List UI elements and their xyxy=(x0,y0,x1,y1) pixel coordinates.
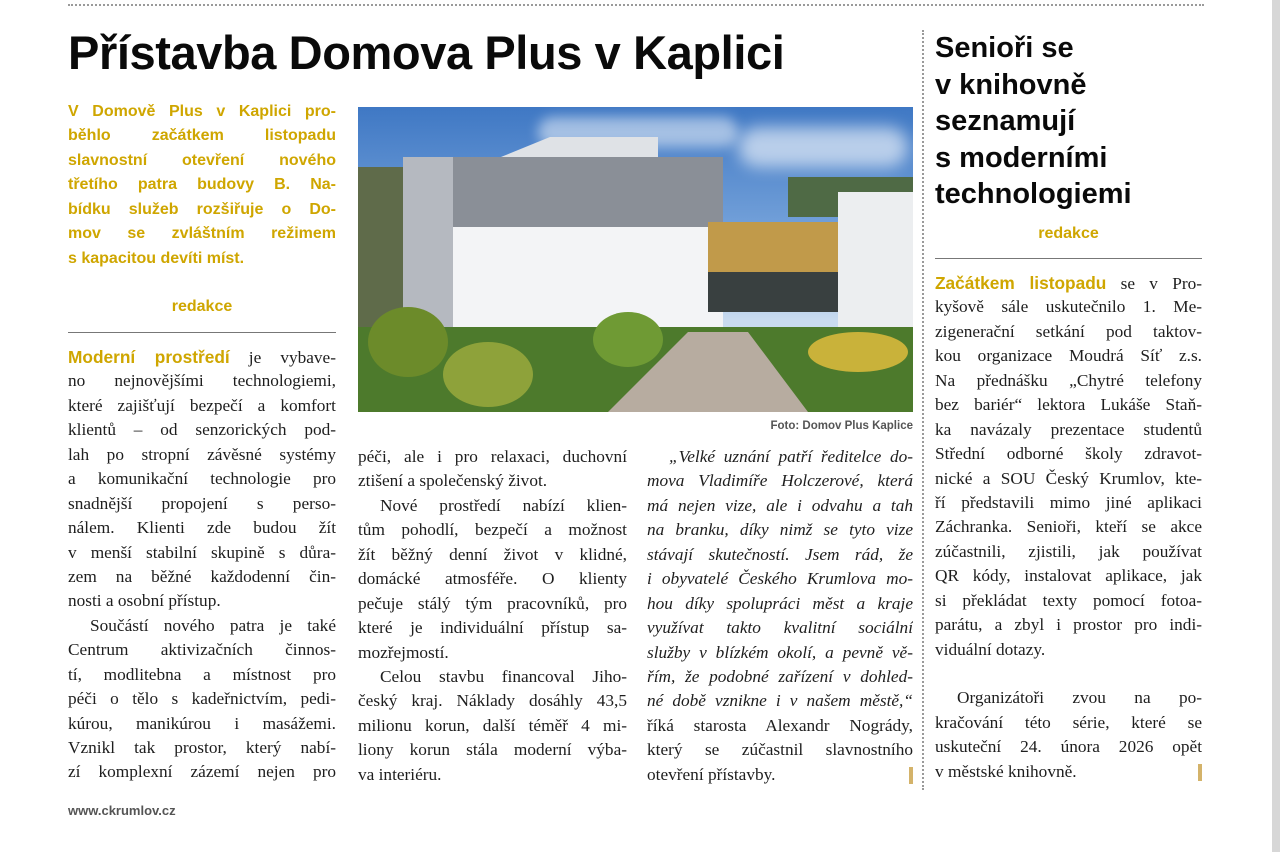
line-text: milionu korun, další téměř 4 mi- xyxy=(358,715,627,735)
text-line xyxy=(935,320,1202,344)
paragraph xyxy=(68,614,336,785)
footer-website: www.ckrumlov.cz xyxy=(68,803,176,818)
text-line xyxy=(647,689,913,713)
line-text: no nejnovějšími technologiemi, xyxy=(68,371,336,391)
text-line xyxy=(935,369,1202,393)
top-dotted-divider xyxy=(68,4,1204,6)
lead-line: V Domově Plus v Kaplici pro- xyxy=(68,103,336,120)
paragraph xyxy=(935,686,1202,784)
text-line xyxy=(647,592,913,616)
article-column-3 xyxy=(647,445,913,787)
paragraph xyxy=(647,714,913,787)
line-text: lah po stropní závěsné systémy xyxy=(68,444,336,464)
text-line xyxy=(647,665,913,689)
text-line xyxy=(647,469,913,493)
line-text: tům pohodlí, bezpečí a možnost xyxy=(358,520,627,540)
text-line xyxy=(647,763,913,787)
line-text: na branku, díky nimž se tyto vize xyxy=(647,520,913,540)
text-line xyxy=(68,614,336,638)
side-byline-rule xyxy=(935,258,1202,259)
text-line xyxy=(358,469,627,493)
line-text: žít běžný denní život v klidné, xyxy=(358,544,627,564)
article-column-1 xyxy=(68,345,336,785)
line-text: hou díky spolupráci měst a kraje xyxy=(647,593,913,613)
text-line xyxy=(647,567,913,591)
line-text: kyšově sále uskutečnilo 1. Me- xyxy=(935,297,1202,317)
line-text: liony korun stála moderní výba- xyxy=(358,740,627,760)
text-line xyxy=(68,541,336,565)
side-title-line: technologiemi xyxy=(935,178,1132,210)
text-line xyxy=(68,687,336,711)
text-line xyxy=(358,494,627,518)
line-text: uskuteční 24. února 2026 opět xyxy=(935,737,1202,757)
side-article-body xyxy=(935,271,1202,784)
text-line xyxy=(935,418,1202,442)
line-text: mozřejmostí. xyxy=(358,642,449,662)
paragraph xyxy=(358,445,627,494)
text-line xyxy=(935,711,1202,735)
text-line xyxy=(358,665,627,689)
text-line xyxy=(68,736,336,760)
line-text: „Velké uznání patří ředitelce do- xyxy=(669,447,913,466)
text-line xyxy=(68,663,336,687)
lead-in-highlight: Moderní prostředí xyxy=(68,347,230,367)
line-text: Na přednášku „Chytré telefony xyxy=(935,370,1202,390)
line-text: má nejen vize, ale i odvahu a tah xyxy=(647,495,913,515)
text-line xyxy=(68,394,336,418)
line-text: Střední odborné školy zdravot- xyxy=(935,444,1202,464)
text-line xyxy=(935,515,1202,539)
text-line xyxy=(358,641,627,665)
text-line xyxy=(358,738,627,762)
lead-rule xyxy=(68,332,336,333)
line-text: říká starosta Alexandr Nogrády, xyxy=(647,715,913,735)
line-text: zí komplexní zázemí nejen pro xyxy=(68,762,336,782)
text-line xyxy=(68,565,336,589)
line-text: otevření přístavby. xyxy=(647,764,776,784)
side-article-byline: redakce xyxy=(1038,225,1099,242)
line-text: mova Vladimíře Holczerové, která xyxy=(647,471,913,491)
line-text: klientů – od senzorických pod- xyxy=(68,420,336,440)
text-line xyxy=(935,760,1202,784)
text-line xyxy=(935,393,1202,417)
text-line xyxy=(935,271,1202,295)
lead-line: třetího patra budovy B. Na- xyxy=(68,176,336,194)
text-line xyxy=(68,492,336,516)
lead-in-highlight: Začátkem listopadu xyxy=(935,273,1107,293)
text-line xyxy=(358,567,627,591)
line-text: Nové prostředí nabízí klien- xyxy=(380,495,627,515)
text-line xyxy=(647,543,913,567)
line-text: ztišení a společenský život. xyxy=(358,471,548,491)
side-title-line: v knihovně xyxy=(935,68,1087,101)
text-line xyxy=(647,494,913,518)
text-line xyxy=(935,442,1202,466)
line-text: kou organizace Moudrá Síť z.s. xyxy=(935,346,1202,366)
side-title-line: Senioři se xyxy=(935,32,1074,64)
lead-line: s kapacitou devíti míst. xyxy=(68,249,245,267)
text-line xyxy=(68,369,336,393)
line-text: zem na běžné každodenní čin- xyxy=(68,566,336,586)
line-text: Organizátoři zvou na po- xyxy=(957,688,1202,708)
text-line xyxy=(647,616,913,640)
line-text: kračování této série, které se xyxy=(935,712,1202,732)
line-text: péči o tělo s kadeřnictvím, pedi- xyxy=(68,689,336,709)
line-text: zigenerační setkání pod taktov- xyxy=(935,321,1202,341)
lead-line: mov se zvláštním režimem xyxy=(68,225,336,243)
text-line xyxy=(358,543,627,567)
column-dotted-divider xyxy=(922,30,924,790)
line-text: český kraj. Náklady dosáhly 43,5 xyxy=(358,691,627,711)
line-text: parátu, a zbyl i prostor pro indi- xyxy=(935,615,1202,635)
line-text: nálem. Klienti zde budou žít xyxy=(68,518,336,538)
lead-line: slavnostní otevření nového xyxy=(68,151,336,169)
end-mark xyxy=(909,767,913,784)
line-text: né době vznikne i v našem městě,“ xyxy=(647,691,913,711)
line-text: Vznikl tak prostor, který nabí- xyxy=(68,738,336,757)
side-title-line: s moderními xyxy=(935,141,1108,174)
line-text: QR kódy, instalovat aplikace, jak xyxy=(935,566,1202,586)
line-text: va interiéru. xyxy=(358,764,442,784)
line-text: je vybave- xyxy=(229,348,336,367)
text-line xyxy=(935,491,1202,515)
text-line xyxy=(68,443,336,467)
text-line xyxy=(935,686,1202,710)
line-text: které zajišťují bezpečí a komfort xyxy=(68,395,336,415)
building-photo xyxy=(358,107,913,412)
line-text: které je individuální přístup sa- xyxy=(358,618,627,638)
text-line xyxy=(647,641,913,665)
line-text: v menší stabilní skupině s důra- xyxy=(68,542,336,562)
line-text: nosti a osobní přístup. xyxy=(68,591,221,611)
side-title-line: seznamují xyxy=(935,105,1076,137)
line-text: péči, ale i pro relaxaci, duchovní xyxy=(358,447,627,466)
text-line xyxy=(647,738,913,762)
paragraph xyxy=(358,665,627,787)
text-line xyxy=(358,714,627,738)
text-line xyxy=(647,518,913,542)
text-line xyxy=(358,518,627,542)
line-text: Součástí nového patra je také xyxy=(90,615,336,635)
line-text: služby v blízkém okolí, a pevně vě- xyxy=(647,642,913,662)
text-line xyxy=(358,763,627,787)
line-text: snadnější propojení s perso- xyxy=(68,493,336,513)
line-text: viduální dotazy. xyxy=(935,639,1046,659)
text-line xyxy=(358,592,627,616)
text-line xyxy=(935,564,1202,588)
lead-line: bídku služeb rozšiřuje o Do- xyxy=(68,200,336,218)
line-text: Celou stavbu financoval Jiho- xyxy=(380,666,627,686)
line-text: bez bariér“ lektora Lukáše Staň- xyxy=(935,395,1202,415)
lead-line: běhlo začátkem listopadu xyxy=(68,127,336,145)
text-line xyxy=(68,467,336,491)
line-text: kúrou, manikúrou i masážemi. xyxy=(68,713,336,733)
text-line xyxy=(68,418,336,442)
text-line xyxy=(935,613,1202,637)
line-text: domácké atmosféře. O klienty xyxy=(358,569,627,589)
text-line xyxy=(68,638,336,662)
text-line xyxy=(935,638,1202,662)
line-text: ří představili mimo jiné aplikaci xyxy=(935,492,1202,512)
line-text: Záchranka. Senioři, kteří se akce xyxy=(935,517,1202,537)
text-line xyxy=(647,445,913,469)
text-line xyxy=(935,589,1202,613)
line-text: nické a SOU Český Krumlov, kte- xyxy=(935,468,1202,488)
line-text: i obyvatelé Českého Krumlova mo- xyxy=(647,569,913,589)
line-text: ka navázaly prezentace studentů xyxy=(935,419,1202,439)
text-line xyxy=(935,295,1202,319)
text-line xyxy=(358,616,627,640)
line-text: stávají skutečností. Jsem rád, že xyxy=(647,544,913,564)
line-text: v městské knihovně. xyxy=(935,761,1077,781)
article-title: Přístavba Domova Plus v Kaplici xyxy=(68,26,785,79)
text-line xyxy=(68,516,336,540)
text-line xyxy=(68,712,336,736)
text-line xyxy=(935,467,1202,491)
page-edge xyxy=(1272,0,1280,852)
article-byline: redakce xyxy=(171,298,233,315)
text-line xyxy=(358,689,627,713)
line-text: zúčastnili, zjistili, jak používat xyxy=(935,541,1202,561)
side-article-title xyxy=(935,30,1132,213)
text-line xyxy=(935,735,1202,759)
photo-caption: Foto: Domov Plus Kaplice xyxy=(770,420,913,432)
line-text: Centrum aktivizačních činnos- xyxy=(68,640,336,660)
paragraph xyxy=(935,271,1202,662)
line-text: který se zúčastnil slavnostního xyxy=(647,740,913,760)
line-text: pečuje stálý tým pracovníků, pro xyxy=(358,593,627,613)
text-line xyxy=(68,760,336,784)
line-text: si překládat texty pomocí fotoa- xyxy=(935,590,1202,610)
text-line xyxy=(935,344,1202,368)
paragraph xyxy=(647,445,913,714)
end-mark xyxy=(1198,764,1202,781)
line-text: využívat takto kvalitní sociální xyxy=(647,618,913,638)
paragraph xyxy=(68,345,336,614)
text-line xyxy=(935,540,1202,564)
paragraph xyxy=(358,494,627,665)
line-text: řím, že podobné zařízení v dohled- xyxy=(647,666,913,686)
line-text: tí, modlitebna a místnost pro xyxy=(68,664,336,684)
line-text: se v Pro- xyxy=(1106,274,1202,293)
line-text: a komunikační technologie pro xyxy=(68,469,336,489)
text-line xyxy=(647,714,913,738)
text-line xyxy=(358,445,627,469)
text-line xyxy=(68,589,336,613)
article-column-2 xyxy=(358,445,627,787)
text-line xyxy=(68,345,336,369)
article-lead xyxy=(68,100,336,271)
